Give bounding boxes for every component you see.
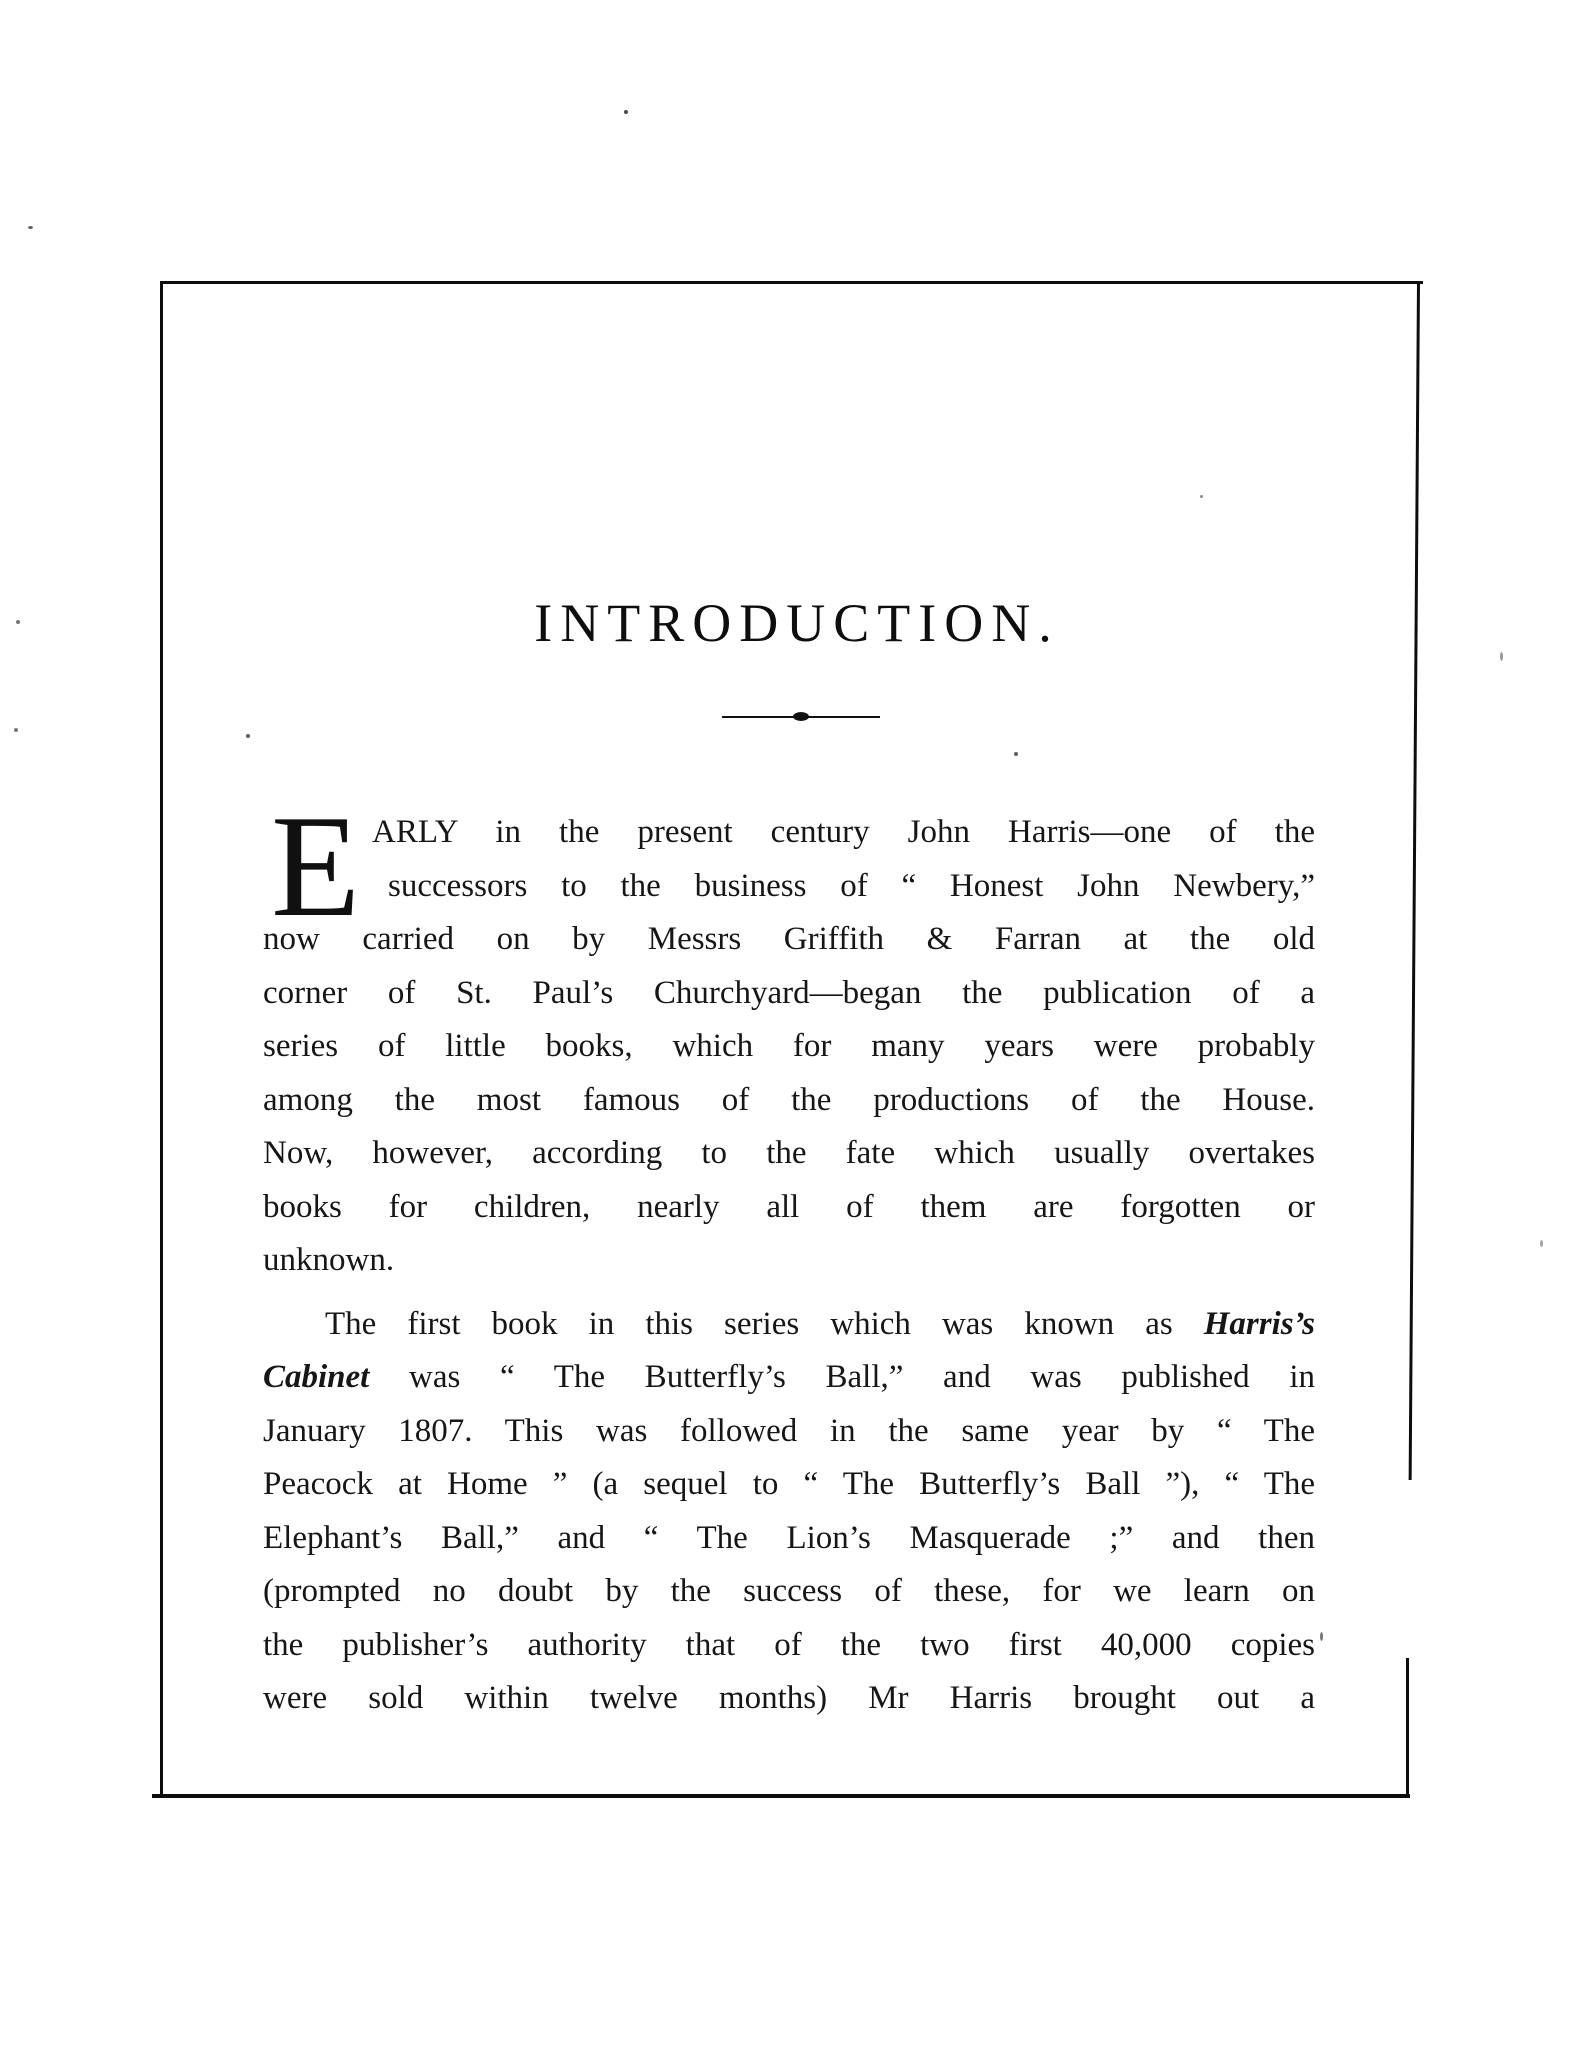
text-segment: books for children, nearly all of them are forgotten or <box>263 1188 1315 1225</box>
page-border-left <box>160 281 163 1798</box>
scan-speck <box>246 734 250 738</box>
text-line <box>263 860 1315 914</box>
text-line <box>263 1234 1315 1288</box>
text-line <box>263 1020 1315 1074</box>
text-segment: corner of St. Paul’s Churchyard—began the publication of a <box>263 974 1315 1011</box>
text-line <box>263 1405 1315 1459</box>
text-line <box>263 913 1315 967</box>
text-line <box>263 1619 1315 1673</box>
text-segment: The first book in this series which was known as <box>325 1305 1204 1342</box>
text-line <box>263 806 1315 860</box>
page-border-right-upper <box>1409 282 1420 1480</box>
text-segment: Now, however, according to the fate which usually overtakes <box>263 1135 1315 1171</box>
text-segment: was “ The Butterfly’s Ball,” and was published in <box>369 1359 1315 1395</box>
drop-cap: E <box>271 785 361 947</box>
text-segment: January 1807. This was followed in the same year by “ The <box>263 1412 1315 1449</box>
scan-speck <box>624 110 628 114</box>
text-segment: ARLY in the present century John Harris—one of the <box>372 814 1315 850</box>
text-line <box>263 1127 1315 1181</box>
text-segment: successors to the business of “ Honest John Newbery,” <box>388 867 1315 904</box>
text-segment: the publisher’s authority that of the two first 40,000 copies <box>263 1626 1315 1663</box>
page-title: INTRODUCTION. <box>534 593 1060 653</box>
text-line <box>263 1074 1315 1128</box>
text-segment: Peacock at Home ” (a sequel to “ The Butterfly’s Ball ”), “ The <box>263 1466 1315 1502</box>
text-line <box>263 1672 1315 1726</box>
text-segment: among the most famous of the productions of the House. <box>263 1081 1315 1118</box>
scan-speck <box>1320 1632 1323 1641</box>
scan-speck <box>16 620 20 624</box>
scan-speck <box>1200 495 1203 498</box>
paragraph <box>263 1298 1315 1726</box>
text-segment: now carried on by Messrs Griffith & Farran at the old <box>263 921 1315 957</box>
text-segment: unknown. <box>263 1242 395 1278</box>
scan-speck <box>28 226 33 229</box>
scan-speck <box>1500 652 1503 661</box>
text-line <box>263 1458 1315 1512</box>
text-segment: Elephant’s Ball,” and “ The Lion’s Masquerade ;” and then <box>263 1519 1315 1556</box>
text-line <box>263 1512 1315 1566</box>
text-line <box>263 967 1315 1021</box>
text-segment: series of little books, which for many years were probably <box>263 1028 1315 1064</box>
page-border-right-lower <box>1406 1658 1409 1798</box>
body-paragraphs <box>263 785 1315 1726</box>
text-line <box>263 1565 1315 1619</box>
section-divider <box>722 712 880 722</box>
scan-speck <box>14 728 18 732</box>
text-line <box>263 1298 1315 1352</box>
scan-speck <box>1540 1240 1543 1247</box>
divider-diamond-icon <box>793 712 809 721</box>
italic-text: Harris’s <box>1203 1305 1315 1342</box>
text-segment: (prompted no doubt by the success of these, for we learn on <box>263 1573 1315 1609</box>
paragraph <box>263 785 1315 1288</box>
page-border-top <box>161 281 1423 284</box>
text-line <box>263 1351 1315 1405</box>
text-segment: were sold within twelve months) Mr Harris brought out a <box>263 1680 1315 1716</box>
italic-text: Cabinet <box>263 1359 370 1395</box>
text-line <box>263 1181 1315 1235</box>
page-border-bottom <box>152 1794 1410 1798</box>
scan-speck <box>1014 752 1018 756</box>
